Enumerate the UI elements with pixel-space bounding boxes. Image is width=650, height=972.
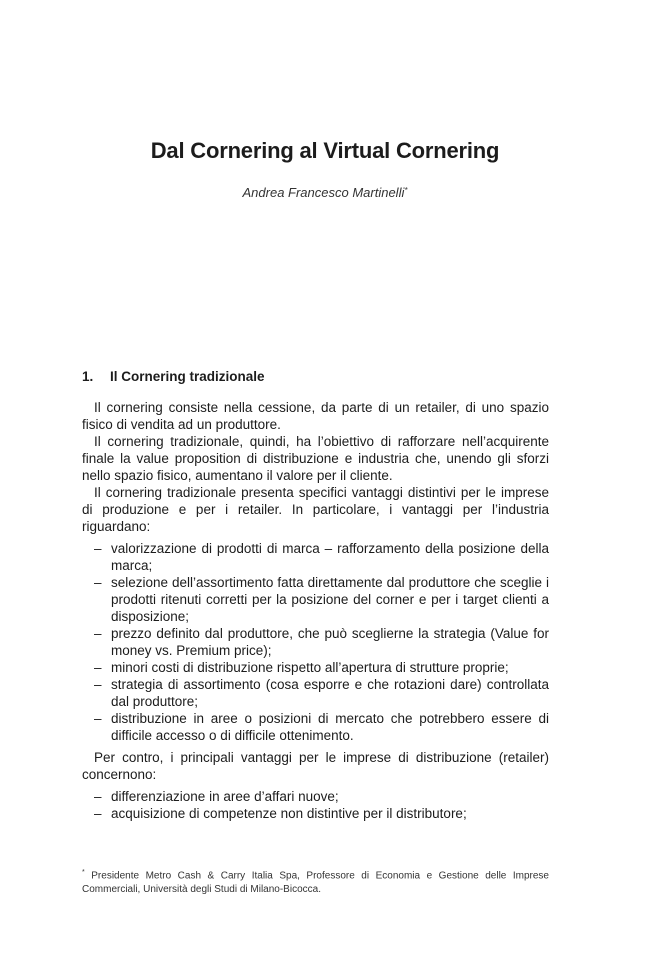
list-dash: – [94, 711, 102, 726]
chapter-title: Dal Cornering al Virtual Cornering [150, 138, 500, 163]
list-dash: – [94, 626, 102, 641]
footnote-text: Presidente Metro Cash & Carry Italia Spa, Professore di Economia e Gestione delle Imprese Commerciali, Università degli Studi di Milano-Bicocca. [82, 870, 549, 896]
retailer-advantages-list [82, 788, 549, 822]
list-item: – acquisizione di competenze non distintive per il distributore; [94, 806, 467, 821]
list-dash: – [94, 660, 102, 675]
list-item: – distribuzione in aree o posizioni di mercato che potrebbero essere di difficile accesso o di difficile ottenimento. [94, 711, 549, 743]
list-dash: – [94, 789, 102, 804]
author-line [0, 185, 650, 200]
footnote [82, 866, 549, 897]
list-dash: – [94, 677, 102, 692]
list-item: – differenziazione in aree d’affari nuove; [94, 789, 339, 804]
list-item: – valorizzazione di prodotti di marca – rafforzamento della posizione della marca; [94, 541, 549, 573]
author-footnote-mark: * [404, 186, 408, 195]
list-item: – strategia di assortimento (cosa esporre e che rotazioni dare) controllata dal produttore; [94, 677, 549, 709]
section-number: 1. [82, 369, 94, 384]
paragraph: Il cornering tradizionale, quindi, ha l’obiettivo di rafforzare nell’acquirente finale la value proposition di distribuzione e industria che, unendo gli sforzi nello spazio fisico, aumentano il valore per il cliente. [82, 434, 549, 483]
list-dash: – [94, 806, 102, 821]
body-text [82, 399, 549, 822]
industry-advantages-list [82, 540, 549, 744]
list-item: – selezione dell’assortimento fatta direttamente dal produttore che sceglie i prodotti ritenuti corretti per la posizione del corner e per i target clienti a disposizione; [94, 575, 549, 624]
list-item: – prezzo definito dal produttore, che può sceglierne la strategia (Value for money vs. Premium price); [94, 626, 549, 658]
list-dash: – [94, 541, 102, 556]
list-item: – minori costi di distribuzione rispetto all’apertura di strutture proprie; [94, 660, 509, 675]
author-name: Andrea Francesco Martinelli [242, 185, 405, 200]
section-heading [82, 369, 265, 384]
section-title: Il Cornering tradizionale [110, 369, 265, 384]
list-dash: – [94, 575, 102, 590]
paragraph: Per contro, i principali vantaggi per le imprese di distribuzione (retailer) concernono: [82, 750, 549, 782]
paragraph: Il cornering consiste nella cessione, da parte di un retailer, di uno spazio fisico di vendita ad un produttore. [82, 400, 549, 432]
footnote-mark: * [82, 869, 85, 876]
paragraph: Il cornering tradizionale presenta specifici vantaggi distintivi per le imprese di produzione e per i retailer. In particolare, i vantaggi per l’industria riguardano: [82, 485, 549, 534]
